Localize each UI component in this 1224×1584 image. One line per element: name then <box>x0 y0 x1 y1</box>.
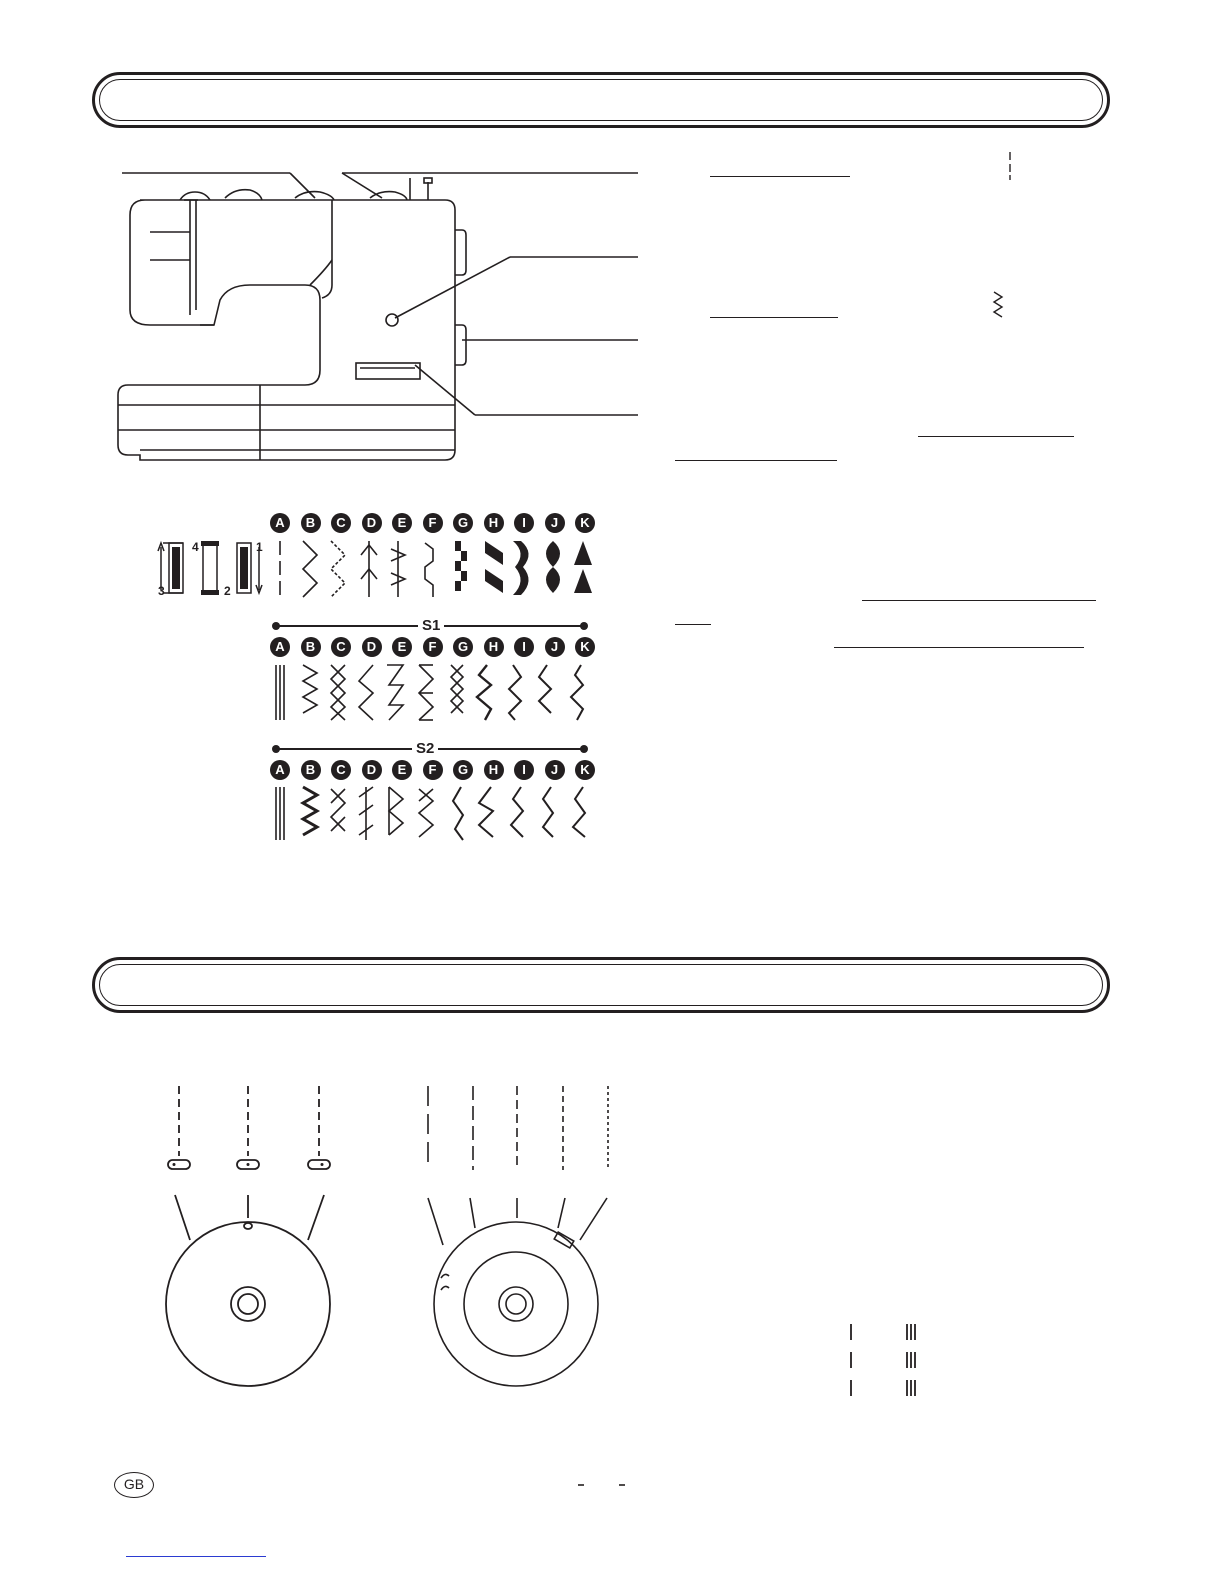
stitch-letter-badge: C <box>331 760 351 780</box>
stitch-letter-badge: H <box>484 760 504 780</box>
stitch-letter-badge: E <box>392 760 412 780</box>
stitch-letter-badge: B <box>301 760 321 780</box>
stitch-letter-badge: D <box>362 760 382 780</box>
stitch-letter-badge: A <box>270 637 290 657</box>
stitch-letter-badge: I <box>514 637 534 657</box>
stitch-letter-badge: B <box>301 637 321 657</box>
stitch-letter-badge: G <box>453 760 473 780</box>
s1-label: S1 <box>418 617 444 634</box>
stitch-width-dial <box>415 1080 625 1395</box>
stitch-letter-badge: K <box>575 760 595 780</box>
stitch-letter-badge: F <box>423 513 443 533</box>
sewing-machine-illustration <box>110 160 650 470</box>
text-underline-2 <box>710 317 838 318</box>
buttonhole-step-number: 4 <box>192 540 199 554</box>
stitch-symbols <box>265 535 595 845</box>
stitch-letter-badge: J <box>545 513 565 533</box>
text-underline-4 <box>675 460 837 461</box>
zigzag-symbol <box>988 290 1008 320</box>
section-header-banner-bottom <box>92 957 1110 1013</box>
stitch-letter-badge: A <box>270 513 290 533</box>
text-underline-1 <box>710 176 850 177</box>
text-underline-3 <box>918 436 1074 437</box>
straight-stitch-symbol <box>1004 150 1016 182</box>
stitch-letter-badge: F <box>423 760 443 780</box>
stitch-letter-badge: J <box>545 637 565 657</box>
stitch-letter-badge: B <box>301 513 321 533</box>
stitch-letter-badge: F <box>423 637 443 657</box>
stitch-letter-badge: C <box>331 637 351 657</box>
footer-link-underline[interactable] <box>126 1556 266 1557</box>
stitch-letter-badge: H <box>484 513 504 533</box>
page-number-dashes <box>575 1480 630 1490</box>
stitch-letter-badge: K <box>575 637 595 657</box>
stitch-letter-badge: A <box>270 760 290 780</box>
stitch-letter-badge: I <box>514 760 534 780</box>
buttonhole-step-number: 3 <box>158 584 165 598</box>
stitch-length-dial <box>150 1080 350 1395</box>
text-underline-6 <box>675 624 711 625</box>
triple-stitch-symbol <box>845 1320 925 1400</box>
stitch-letter-badge: C <box>331 513 351 533</box>
stitch-letter-badge: G <box>453 637 473 657</box>
section-header-banner-top <box>92 72 1110 128</box>
stitch-letter-badge: D <box>362 637 382 657</box>
s2-label: S2 <box>412 740 438 757</box>
stitch-letter-badge: E <box>392 513 412 533</box>
buttonhole-steps-diagram <box>155 535 270 600</box>
stitch-letter-badge: I <box>514 513 534 533</box>
stitch-letter-badge: K <box>575 513 595 533</box>
stitch-letter-badge: H <box>484 637 504 657</box>
text-underline-5 <box>862 600 1096 601</box>
stitch-letter-badge: E <box>392 637 412 657</box>
stitch-letter-badge: D <box>362 513 382 533</box>
country-badge: GB <box>114 1472 154 1498</box>
buttonhole-step-number: 1 <box>256 540 263 554</box>
buttonhole-step-number: 2 <box>224 584 231 598</box>
stitch-letter-badge: J <box>545 760 565 780</box>
stitch-letter-badge: G <box>453 513 473 533</box>
text-underline-7 <box>834 647 1084 648</box>
